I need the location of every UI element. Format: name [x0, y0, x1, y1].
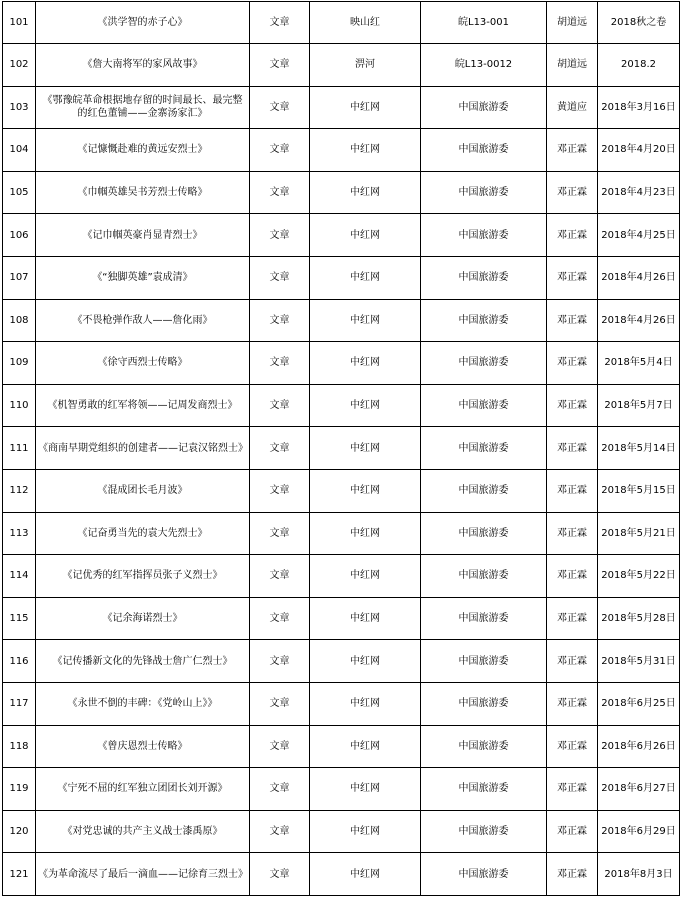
author-cell: 邓正霖 — [547, 469, 598, 512]
article-type-cell: 文章 — [250, 256, 310, 299]
row-number-cell: 119 — [3, 768, 36, 811]
publish-date-cell: 2018年5月4日 — [598, 342, 680, 385]
table-row — [3, 129, 680, 172]
row-number-cell: 116 — [3, 640, 36, 683]
article-title-cell: 《为革命流尽了最后一滴血——记徐育三烈士》 — [36, 853, 250, 896]
table-row — [3, 256, 680, 299]
article-type-cell: 文章 — [250, 129, 310, 172]
article-title-cell: 《詹大南将军的家风故事》 — [36, 44, 250, 87]
author-cell: 胡道远 — [547, 2, 598, 44]
publisher-cell: 中红网 — [310, 853, 421, 896]
publisher-cell: 中红网 — [310, 469, 421, 512]
article-type-cell: 文章 — [250, 597, 310, 640]
article-title-cell: 《记优秀的红军指挥员张子义烈士》 — [36, 555, 250, 598]
article-type-cell: 文章 — [250, 469, 310, 512]
article-title-cell: 《对党忠诚的共产主义战士漆禹原》 — [36, 810, 250, 853]
publication-code-cell: 中国旅游委 — [421, 725, 547, 768]
row-number-cell: 106 — [3, 214, 36, 257]
row-number-cell: 107 — [3, 256, 36, 299]
publisher-cell: 中红网 — [310, 299, 421, 342]
publish-date-cell: 2018年6月26日 — [598, 725, 680, 768]
article-title-cell: 《记慷慨赴难的黄远安烈士》 — [36, 129, 250, 172]
author-cell: 邓正霖 — [547, 725, 598, 768]
record-table-body — [3, 2, 680, 896]
publish-date-cell: 2018年4月23日 — [598, 171, 680, 214]
table-row — [3, 214, 680, 257]
article-title-cell: 《记余海诺烈士》 — [36, 597, 250, 640]
article-type-cell: 文章 — [250, 682, 310, 725]
article-type-cell: 文章 — [250, 768, 310, 811]
article-title-cell: 《记奋勇当先的袁大先烈士》 — [36, 512, 250, 555]
publisher-cell: 中红网 — [310, 640, 421, 683]
row-number-cell: 102 — [3, 44, 36, 87]
publication-code-cell: 中国旅游委 — [421, 214, 547, 257]
author-cell: 邓正霖 — [547, 171, 598, 214]
publisher-cell: 中红网 — [310, 86, 421, 129]
publish-date-cell: 2018年4月20日 — [598, 129, 680, 172]
publish-date-cell: 2018.2 — [598, 44, 680, 87]
table-row — [3, 640, 680, 683]
publish-date-cell: 2018年5月15日 — [598, 469, 680, 512]
article-type-cell: 文章 — [250, 384, 310, 427]
author-cell: 邓正霖 — [547, 256, 598, 299]
article-title-cell: 《商南早期党组织的创建者——记袁汉铭烈士》 — [36, 427, 250, 470]
author-cell: 邓正霖 — [547, 597, 598, 640]
publish-date-cell: 2018年6月29日 — [598, 810, 680, 853]
article-type-cell: 文章 — [250, 555, 310, 598]
table-row — [3, 768, 680, 811]
row-number-cell: 101 — [3, 2, 36, 44]
author-cell: 邓正霖 — [547, 214, 598, 257]
publication-code-cell: 中国旅游委 — [421, 768, 547, 811]
publish-date-cell: 2018年5月22日 — [598, 555, 680, 598]
article-title-cell: 《不畏枪弹作敌人——詹化雨》 — [36, 299, 250, 342]
author-cell: 邓正霖 — [547, 555, 598, 598]
publisher-cell: 中红网 — [310, 810, 421, 853]
publisher-cell: 淠河 — [310, 44, 421, 87]
publication-code-cell: 中国旅游委 — [421, 299, 547, 342]
publication-code-cell: 中国旅游委 — [421, 427, 547, 470]
author-cell: 胡道远 — [547, 44, 598, 87]
author-cell: 邓正霖 — [547, 512, 598, 555]
article-type-cell: 文章 — [250, 299, 310, 342]
row-number-cell: 108 — [3, 299, 36, 342]
author-cell: 邓正霖 — [547, 682, 598, 725]
publisher-cell: 中红网 — [310, 682, 421, 725]
publish-date-cell: 2018年5月7日 — [598, 384, 680, 427]
article-type-cell: 文章 — [250, 640, 310, 683]
article-title-cell: 《鄂豫皖革命根据地存留的时间最长、最完整的红色董铺——金寨汤家汇》 — [36, 86, 250, 129]
publisher-cell: 中红网 — [310, 768, 421, 811]
publisher-cell: 中红网 — [310, 597, 421, 640]
article-title-cell: 《“独脚英雄”袁成清》 — [36, 256, 250, 299]
row-number-cell: 118 — [3, 725, 36, 768]
row-number-cell: 120 — [3, 810, 36, 853]
row-number-cell: 109 — [3, 342, 36, 385]
publication-code-cell: 中国旅游委 — [421, 171, 547, 214]
article-title-cell: 《记传播新文化的先锋战士詹广仁烈士》 — [36, 640, 250, 683]
publication-code-cell: 中国旅游委 — [421, 129, 547, 172]
article-type-cell: 文章 — [250, 342, 310, 385]
table-row — [3, 384, 680, 427]
table-row — [3, 597, 680, 640]
article-type-cell: 文章 — [250, 44, 310, 87]
row-number-cell: 113 — [3, 512, 36, 555]
publisher-cell: 中红网 — [310, 427, 421, 470]
table-row — [3, 427, 680, 470]
publisher-cell: 中红网 — [310, 256, 421, 299]
article-type-cell: 文章 — [250, 512, 310, 555]
article-title-cell: 《巾帼英雄吴书芳烈士传略》 — [36, 171, 250, 214]
publication-code-cell: 中国旅游委 — [421, 469, 547, 512]
publication-code-cell: 中国旅游委 — [421, 810, 547, 853]
row-number-cell: 111 — [3, 427, 36, 470]
author-cell: 邓正霖 — [547, 129, 598, 172]
publisher-cell: 中红网 — [310, 214, 421, 257]
author-cell: 邓正霖 — [547, 640, 598, 683]
publication-code-cell: 皖L13-001 — [421, 2, 547, 44]
row-number-cell: 112 — [3, 469, 36, 512]
article-type-cell: 文章 — [250, 2, 310, 44]
article-title-cell: 《机智勇敢的红军将领——记周发商烈士》 — [36, 384, 250, 427]
publisher-cell: 映山红 — [310, 2, 421, 44]
publish-date-cell: 2018年3月16日 — [598, 86, 680, 129]
article-title-cell: 《记巾帼英豪肖显青烈士》 — [36, 214, 250, 257]
row-number-cell: 104 — [3, 129, 36, 172]
article-title-cell: 《徐守西烈士传略》 — [36, 342, 250, 385]
publication-code-cell: 中国旅游委 — [421, 384, 547, 427]
publish-date-cell: 2018年5月21日 — [598, 512, 680, 555]
publish-date-cell: 2018年8月3日 — [598, 853, 680, 896]
publish-date-cell: 2018年4月26日 — [598, 256, 680, 299]
publish-date-cell: 2018年6月25日 — [598, 682, 680, 725]
publish-date-cell: 2018年5月31日 — [598, 640, 680, 683]
table-row — [3, 853, 680, 896]
author-cell: 黄道应 — [547, 86, 598, 129]
author-cell: 邓正霖 — [547, 384, 598, 427]
author-cell: 邓正霖 — [547, 768, 598, 811]
table-row — [3, 171, 680, 214]
table-row — [3, 44, 680, 87]
table-row — [3, 86, 680, 129]
publisher-cell: 中红网 — [310, 342, 421, 385]
publisher-cell: 中红网 — [310, 555, 421, 598]
article-title-cell: 《混成团长毛月波》 — [36, 469, 250, 512]
row-number-cell: 103 — [3, 86, 36, 129]
article-type-cell: 文章 — [250, 214, 310, 257]
publisher-cell: 中红网 — [310, 384, 421, 427]
publication-code-cell: 中国旅游委 — [421, 342, 547, 385]
article-title-cell: 《洪学智的赤子心》 — [36, 2, 250, 44]
author-cell: 邓正霖 — [547, 427, 598, 470]
article-type-cell: 文章 — [250, 427, 310, 470]
publication-code-cell: 中国旅游委 — [421, 555, 547, 598]
publication-code-cell: 皖L13-0012 — [421, 44, 547, 87]
article-title-cell: 《宁死不屈的红军独立团团长刘开源》 — [36, 768, 250, 811]
table-row — [3, 555, 680, 598]
row-number-cell: 110 — [3, 384, 36, 427]
table-row — [3, 682, 680, 725]
article-title-cell: 《永世不倒的丰碑：《党岭山上》》 — [36, 682, 250, 725]
table-row — [3, 342, 680, 385]
author-cell: 邓正霖 — [547, 299, 598, 342]
publisher-cell: 中红网 — [310, 171, 421, 214]
publication-code-cell: 中国旅游委 — [421, 256, 547, 299]
article-type-cell: 文章 — [250, 725, 310, 768]
author-cell: 邓正霖 — [547, 853, 598, 896]
row-number-cell: 105 — [3, 171, 36, 214]
table-row — [3, 2, 680, 44]
author-cell: 邓正霖 — [547, 810, 598, 853]
row-number-cell: 121 — [3, 853, 36, 896]
publisher-cell: 中红网 — [310, 129, 421, 172]
article-type-cell: 文章 — [250, 171, 310, 214]
article-type-cell: 文章 — [250, 853, 310, 896]
table-row — [3, 469, 680, 512]
table-row — [3, 725, 680, 768]
author-cell: 邓正霖 — [547, 342, 598, 385]
publication-code-cell: 中国旅游委 — [421, 597, 547, 640]
publish-date-cell: 2018年5月28日 — [598, 597, 680, 640]
article-type-cell: 文章 — [250, 86, 310, 129]
article-type-cell: 文章 — [250, 810, 310, 853]
record-table — [2, 1, 680, 896]
table-row — [3, 512, 680, 555]
table-row — [3, 299, 680, 342]
publication-code-cell: 中国旅游委 — [421, 512, 547, 555]
publication-code-cell: 中国旅游委 — [421, 853, 547, 896]
publish-date-cell: 2018年4月25日 — [598, 214, 680, 257]
publish-date-cell: 2018秋之卷 — [598, 2, 680, 44]
publication-code-cell: 中国旅游委 — [421, 682, 547, 725]
publisher-cell: 中红网 — [310, 512, 421, 555]
table-row — [3, 810, 680, 853]
article-title-cell: 《曾庆恩烈士传略》 — [36, 725, 250, 768]
row-number-cell: 115 — [3, 597, 36, 640]
row-number-cell: 114 — [3, 555, 36, 598]
row-number-cell: 117 — [3, 682, 36, 725]
publication-code-cell: 中国旅游委 — [421, 640, 547, 683]
publisher-cell: 中红网 — [310, 725, 421, 768]
publish-date-cell: 2018年6月27日 — [598, 768, 680, 811]
publish-date-cell: 2018年5月14日 — [598, 427, 680, 470]
publish-date-cell: 2018年4月26日 — [598, 299, 680, 342]
publication-code-cell: 中国旅游委 — [421, 86, 547, 129]
